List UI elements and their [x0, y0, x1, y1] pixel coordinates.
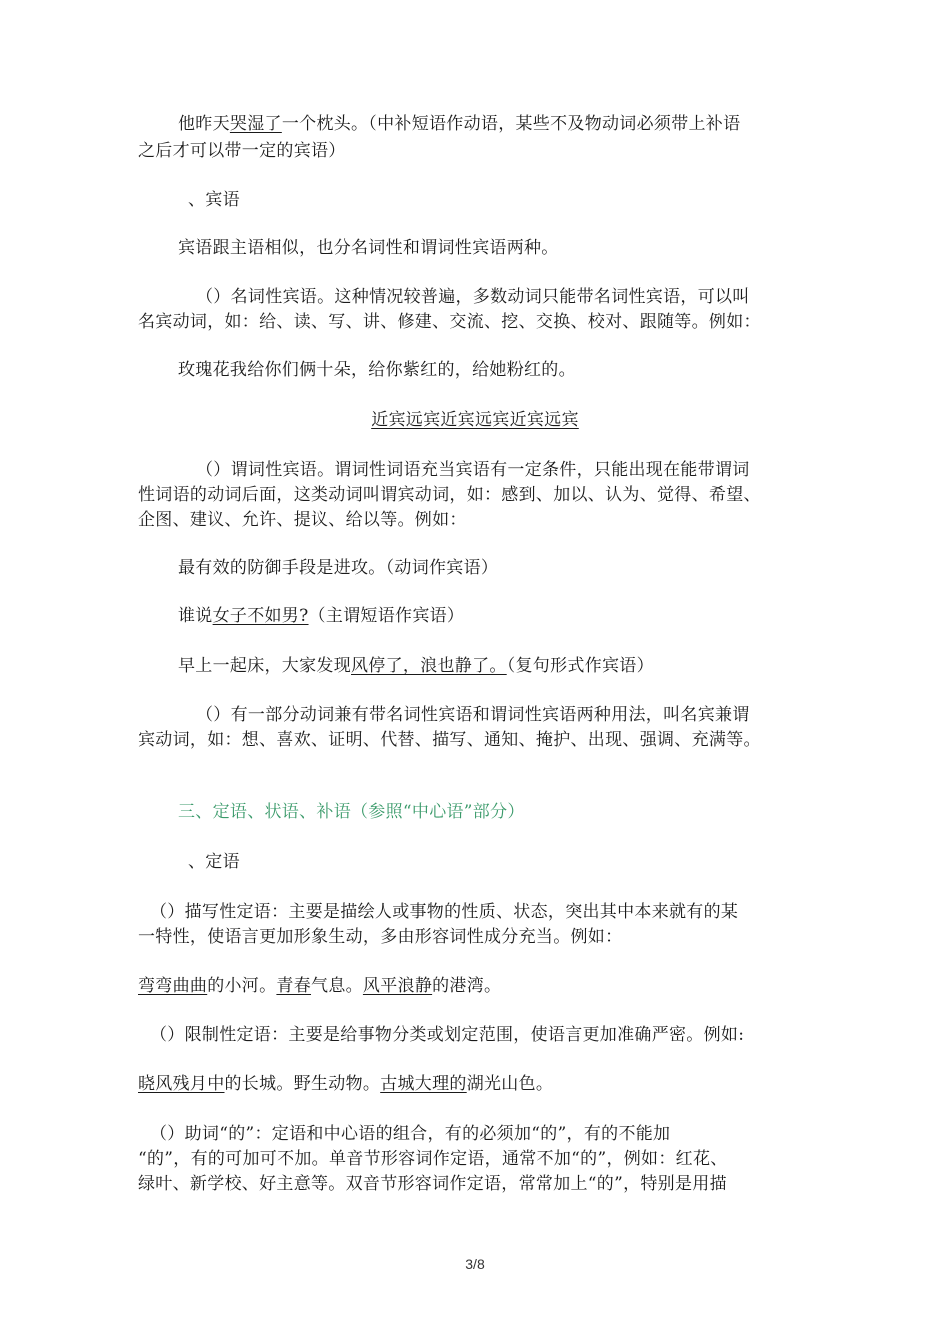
example-line: 玫瑰花我给你们俩十朵，给你紫红的，给她粉红的。 [178, 360, 576, 380]
underlined-text: 女子不如男? [212, 606, 309, 626]
text-run: 的小河。 [207, 976, 277, 996]
paragraph-line: 绿叶、新学校、好主意等。双音节形容词作定语，常常加上“的”，特别是用描 [138, 1174, 727, 1194]
underlined-text: 古城大理的 [380, 1074, 467, 1094]
paragraph-line: 企图、建议、允许、提议、给以等。例如： [138, 510, 467, 530]
text-run: 的长城。野生动物。 [224, 1074, 381, 1094]
paragraph-line: 性词语的动词后面，这类动词叫谓宾动词，如：感到、加以、认为、觉得、希望、 [138, 485, 761, 505]
text-run: 的港湾。 [432, 976, 502, 996]
paragraph-line: “的”，有的可加可不加。单音节形容词作定语，通常不加“的”，例如：红花、 [138, 1149, 728, 1169]
text-run: 气息。 [311, 976, 363, 996]
underlined-text: 青春 [276, 976, 312, 996]
underlined-text: 晓风残月中 [138, 1074, 225, 1094]
section-heading-object: 、宾语 [188, 190, 240, 210]
underlined-text: 风平浪静 [362, 976, 433, 996]
example-line [138, 1072, 553, 1096]
section-heading-attributive: 、定语 [188, 852, 240, 872]
paragraph-line: （）描写性定语：主要是描绘人或事物的性质、状态，突出其中本来就有的某 [150, 902, 739, 922]
text-run: （主谓短语作宾语） [308, 606, 465, 626]
paragraph-line: 一特性，使语言更加形象生动，多由形容词性成分充当。例如： [138, 927, 623, 947]
text-run: 一个枕头。（中补短语作动语，某些不及物动词必须带上补语 [281, 114, 741, 134]
text-run: 谁说 [178, 606, 213, 626]
paragraph-line: （）助词“的”：定语和中心语的组合，有的必须加“的”，有的不能加 [150, 1124, 671, 1144]
section-heading-3: 三、定语、状语、补语（参照“中心语”部分） [178, 802, 525, 822]
text-run: 早上一起床，大家发现 [178, 656, 351, 676]
example-line [138, 974, 501, 998]
underlined-text: 弯弯曲曲 [138, 976, 208, 996]
page-number: 3/8 [465, 1256, 485, 1272]
example-annotation: 近宾远宾近宾远宾近宾远宾 [371, 410, 579, 430]
paragraph-line: 宾动词，如：想、喜欢、证明、代替、描写、通知、掩护、出现、强调、充满等。 [138, 730, 761, 750]
underlined-text: 哭湿了 [229, 114, 282, 134]
text-run: 湖光山色。 [466, 1074, 554, 1094]
paragraph-line [178, 112, 740, 136]
example-line [178, 654, 654, 678]
text-run: 他昨天 [178, 114, 230, 134]
paragraph-line: （）谓词性宾语。谓词性词语充当宾语有一定条件，只能出现在能带谓词 [196, 460, 750, 480]
example-line: 最有效的防御手段是进攻。（动词作宾语） [178, 558, 499, 578]
paragraph-line: （）名词性宾语。这种情况较普遍，多数动词只能带名词性宾语，可以叫 [196, 287, 750, 307]
paragraph-line: 宾语跟主语相似，也分名词性和谓词性宾语两种。 [178, 238, 559, 258]
example-line [178, 604, 464, 628]
paragraph-line: （）限制性定语：主要是给事物分类或划定范围，使语言更加准确严密。例如: [150, 1025, 745, 1045]
text-run: （复句形式作宾语） [506, 656, 654, 676]
underlined-text: 风停了，浪也静了。 [351, 656, 507, 676]
paragraph-line: 之后才可以带一定的宾语） [138, 141, 346, 161]
paragraph-line: （）有一部分动词兼有带名词性宾语和谓词性宾语两种用法，叫名宾兼谓 [196, 705, 750, 725]
paragraph-line: 名宾动词，如：给、读、写、讲、修建、交流、挖、交换、校对、跟随等。例如： [138, 312, 761, 332]
